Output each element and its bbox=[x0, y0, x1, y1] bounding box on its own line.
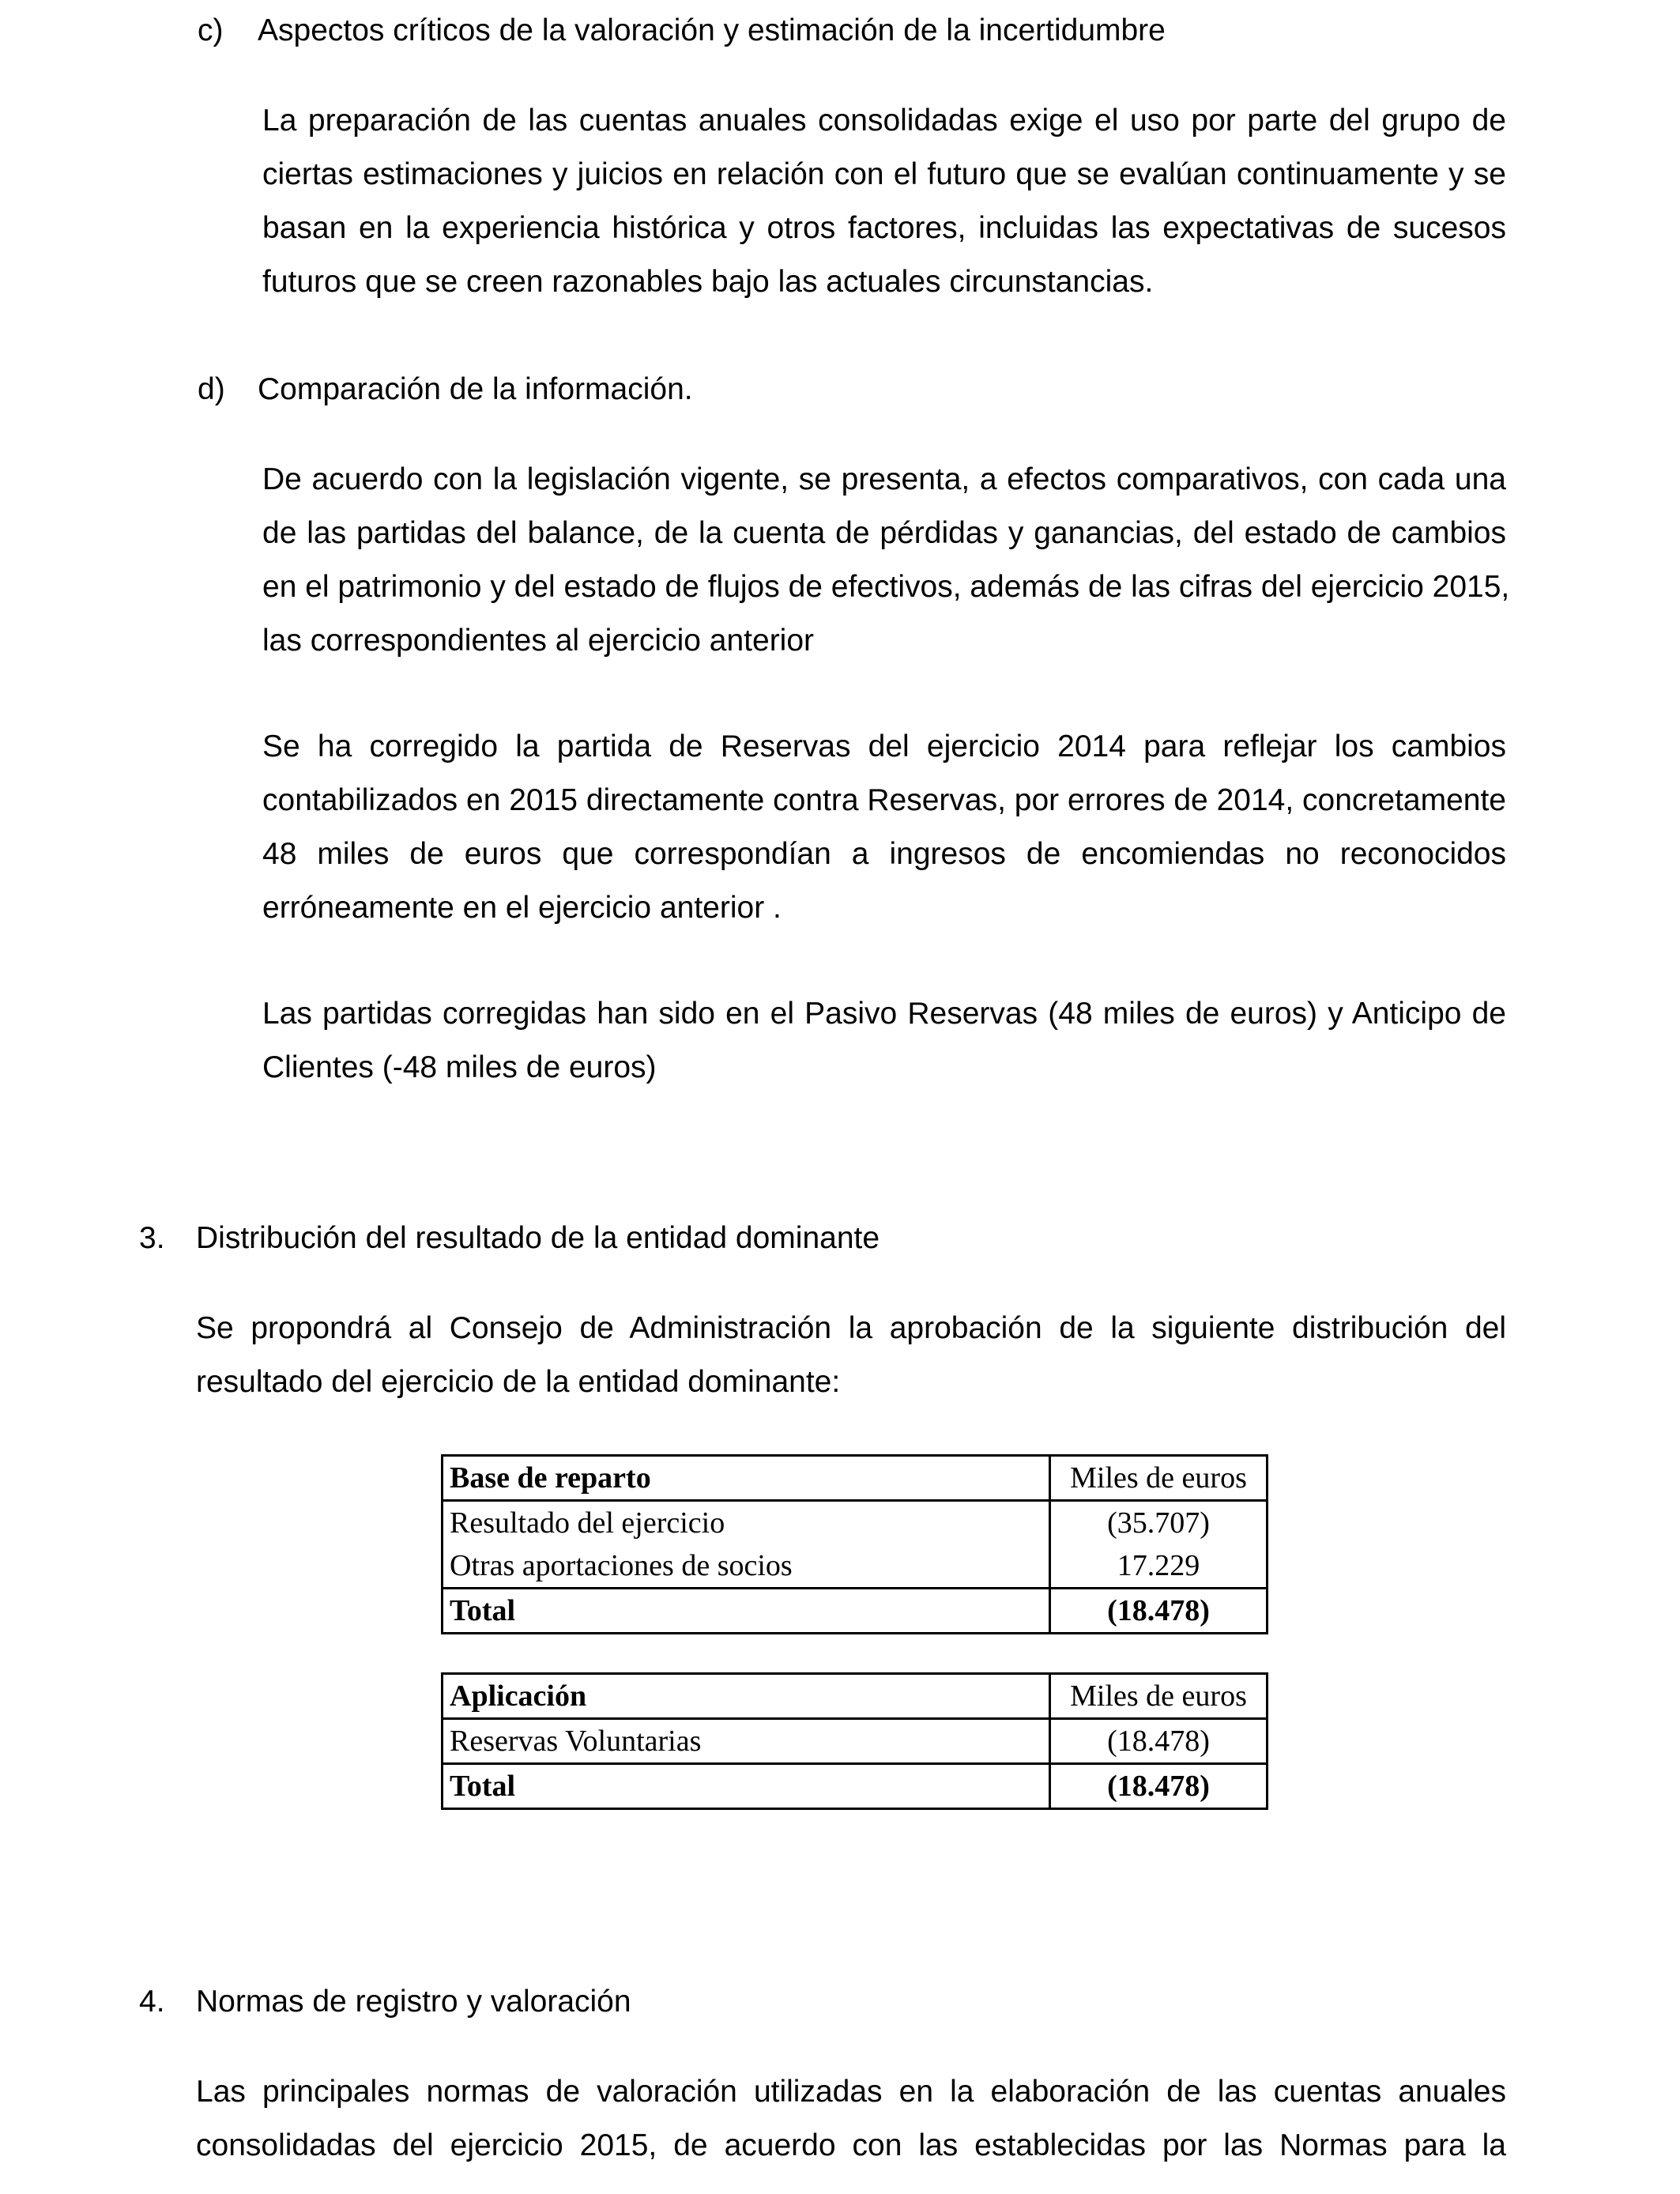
paragraph-line: La preparación de las cuentas anuales consolidadas exige el uso por parte del grupo de bbox=[262, 104, 1506, 138]
paragraph-line: de las partidas del balance, de la cuenta de pérdidas y ganancias, del estado de cambios bbox=[262, 516, 1506, 550]
table-cell-concept: Otras aportaciones de socios bbox=[443, 1544, 1050, 1589]
paragraph-line: De acuerdo con la legislación vigente, se presenta, a efectos comparativos, con cada una bbox=[262, 462, 1506, 496]
table-header-amount: Miles de euros bbox=[1050, 1456, 1268, 1501]
section-d-heading bbox=[198, 370, 693, 409]
paragraph-line: Las principales normas de valoración utilizadas en la elaboración de las cuentas anuales bbox=[196, 2075, 1506, 2109]
table-total-row bbox=[443, 1764, 1268, 1809]
paragraph-line: Se propondrá al Consejo de Administración la aprobación de la siguiente distribución del bbox=[196, 1311, 1506, 1345]
base-de-reparto-table bbox=[441, 1454, 1268, 1634]
table-cell-amount: (18.478) bbox=[1050, 1719, 1268, 1764]
paragraph-line: resultado del ejercicio de la entidad dominante: bbox=[196, 1365, 841, 1399]
paragraph-line: Se ha corregido la partida de Reservas del ejercicio 2014 para reflejar los cambios bbox=[262, 729, 1506, 763]
section-d-title: Comparación de la información. bbox=[258, 372, 693, 406]
table-total-amount: (18.478) bbox=[1050, 1589, 1268, 1634]
paragraph-line: contabilizados en 2015 directamente contra Reservas, por errores de 2014, concretamente bbox=[262, 783, 1506, 817]
paragraph-line: consolidadas del ejercicio 2015, de acuerdo con las establecidas por las Normas para la bbox=[196, 2128, 1506, 2162]
paragraph-line: las correspondientes al ejercicio anterior bbox=[262, 624, 815, 658]
table-header-concept: Aplicación bbox=[443, 1674, 1050, 1719]
section-c-label: c) bbox=[198, 13, 224, 47]
table-cell-amount: (35.707) bbox=[1050, 1501, 1268, 1545]
paragraph-line: 48 miles de euros que correspondían a ingresos de encomiendas no reconocidos bbox=[262, 837, 1506, 871]
table-cell-concept: Resultado del ejercicio bbox=[443, 1501, 1050, 1545]
table-row bbox=[443, 1719, 1268, 1764]
table-header-row bbox=[443, 1456, 1268, 1501]
paragraph-line: ciertas estimaciones y juicios en relación con el futuro que se evalúan continuamente y se bbox=[262, 157, 1506, 191]
section-3-number: 3. bbox=[139, 1221, 165, 1255]
table-header-amount: Miles de euros bbox=[1050, 1674, 1268, 1719]
section-d-label: d) bbox=[198, 372, 225, 406]
table-row bbox=[443, 1544, 1268, 1589]
aplicacion-table bbox=[441, 1672, 1268, 1810]
table-header-row bbox=[443, 1674, 1268, 1719]
paragraph-line: basan en la experiencia histórica y otros factores, incluidas las expectativas de sucesos bbox=[262, 211, 1506, 245]
table-cell-concept: Reservas Voluntarias bbox=[443, 1719, 1050, 1764]
table-cell-amount: 17.229 bbox=[1050, 1544, 1268, 1589]
table-header-concept: Base de reparto bbox=[443, 1456, 1050, 1501]
paragraph-line: Las partidas corregidas han sido en el Pasivo Reservas (48 miles de euros) y Anticipo de bbox=[262, 997, 1506, 1031]
section-c-heading bbox=[198, 11, 1166, 51]
table-total-label: Total bbox=[443, 1764, 1050, 1809]
section-4-number: 4. bbox=[139, 1985, 165, 2019]
table-total-amount: (18.478) bbox=[1050, 1764, 1268, 1809]
paragraph-line: en el patrimonio y del estado de flujos de efectivos, además de las cifras del ejercicio 2015, bbox=[262, 570, 1510, 604]
section-4-heading bbox=[139, 1982, 631, 2022]
section-4-title: Normas de registro y valoración bbox=[196, 1985, 631, 2019]
table-total-label: Total bbox=[443, 1589, 1050, 1634]
paragraph-line: Clientes (-48 miles de euros) bbox=[262, 1050, 657, 1084]
paragraph-line: erróneamente en el ejercicio anterior . bbox=[262, 891, 782, 925]
table-row bbox=[443, 1501, 1268, 1545]
section-c-title: Aspectos críticos de la valoración y estimación de la incertidumbre bbox=[258, 13, 1166, 47]
paragraph-line: futuros que se creen razonables bajo las actuales circunstancias. bbox=[262, 265, 1154, 299]
table-total-row bbox=[443, 1589, 1268, 1634]
section-3-title: Distribución del resultado de la entidad dominante bbox=[196, 1221, 880, 1255]
section-3-heading bbox=[139, 1219, 880, 1258]
